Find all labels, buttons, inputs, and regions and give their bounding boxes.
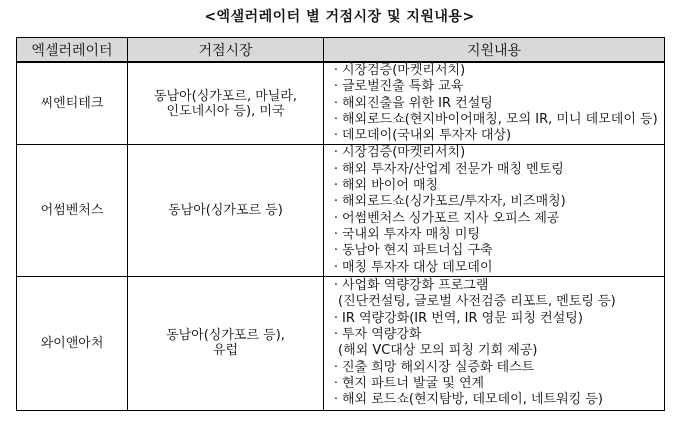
page-title: <엑샐러레이터 별 거점시장 및 지원내용> xyxy=(204,9,475,25)
support-cell xyxy=(324,145,665,276)
market-text: 동남아(싱가포르, 마닐라, 인도네시아 등), 미국 xyxy=(153,88,298,119)
support-cell xyxy=(324,62,665,145)
list-item: · 국내외 투자자 매칭 미팅 xyxy=(333,226,480,242)
table-row xyxy=(17,145,665,276)
header-support: 지원내용 xyxy=(324,38,665,63)
list-item: · 해외 투자자/산업계 전문가 매칭 멘토링 xyxy=(333,161,564,177)
list-item: (진단컨설팅, 글로벌 사전검증 리포트, 멘토링 등) xyxy=(338,294,616,310)
list-item: · 글로벌진출 특화 교육 xyxy=(333,79,464,95)
support-cell xyxy=(324,276,665,410)
list-item: · 어썸벤처스 싱가포르 지사 오피스 제공 xyxy=(333,210,560,226)
list-item: · 데모데이(국내외 투자자 대상) xyxy=(333,128,512,144)
support-list xyxy=(330,145,658,275)
support-list xyxy=(330,63,658,144)
header-market: 거점시장 xyxy=(128,38,324,63)
list-item: · 해외로드쇼(싱가포르/투자자, 비즈매칭) xyxy=(333,194,566,210)
market-cell xyxy=(128,276,324,410)
list-item: · 투자 역량강화 xyxy=(333,327,422,343)
list-item: · 해외 로드쇼(현지탐방, 데모데이, 네트워킹 등) xyxy=(333,392,603,408)
support-list xyxy=(330,278,658,408)
list-item: · 진출 희망 해외시장 실증화 테스트 xyxy=(333,359,535,375)
table-row xyxy=(17,62,665,145)
support-table xyxy=(16,37,665,411)
list-item: · 시장검증(마켓리서치) xyxy=(333,145,466,161)
header-row xyxy=(17,38,665,63)
list-item: · 현지 파트너 발굴 및 연계 xyxy=(333,375,485,391)
list-item: · 사업화 역량강화 프로그램 xyxy=(333,278,489,294)
list-item: · IR 역량강화(IR 번역, IR 영문 피칭 컨설팅) xyxy=(333,310,583,326)
accelerator-name: 씨엔티테크 xyxy=(17,62,128,145)
table-row xyxy=(17,276,665,410)
market-cell xyxy=(128,62,324,145)
list-item: · 매칭 투자자 대상 데모데이 xyxy=(333,259,493,275)
list-item: · 해외로드쇼(현지바이어매칭, 모의 IR, 미니 데모데이 등) xyxy=(333,111,658,127)
list-item: · 해외 바이어 매칭 xyxy=(333,178,439,194)
header-accelerator: 엑셀러레이터 xyxy=(17,38,128,63)
market-text: 동남아(싱가포르 등), 유럽 xyxy=(166,328,285,359)
market-cell xyxy=(128,145,324,276)
accelerator-name: 와이앤아처 xyxy=(17,276,128,410)
list-item: · 해외진출을 위한 IR 컨설팅 xyxy=(333,95,493,111)
list-item: · 동남아 현지 파트너십 구축 xyxy=(333,243,493,259)
list-item: · 시장검증(마켓리서치) xyxy=(333,63,466,78)
list-item: (해외 VC대상 모의 피칭 기회 제공) xyxy=(338,343,538,359)
accelerator-name: 어썸벤처스 xyxy=(17,145,128,276)
market-text: 동남아(싱가포르 등) xyxy=(168,203,283,219)
